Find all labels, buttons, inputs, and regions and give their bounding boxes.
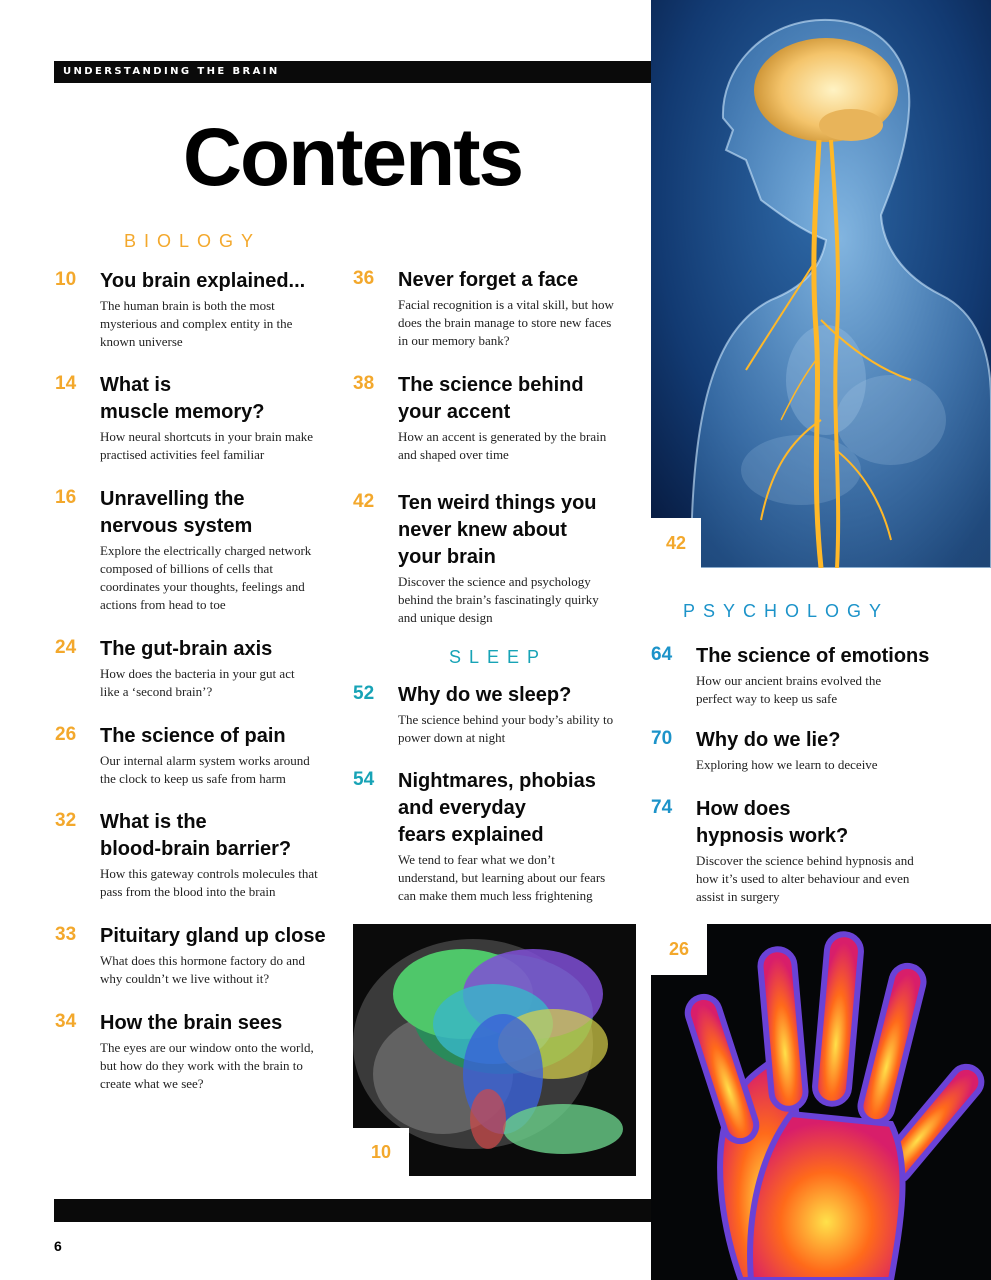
page-number-footer: 6	[54, 1238, 62, 1254]
entry-title: The science behind your accent	[398, 374, 584, 423]
entry-description: Explore the electrically charged network composed of billions of cells that coordinates your thoughts, feelings and actions from head to toe	[100, 543, 312, 612]
brain-fibres-image	[353, 924, 636, 1176]
category-sleep: SLEEP	[449, 647, 548, 667]
contents-entry[interactable]	[55, 809, 350, 901]
section-header-bar	[54, 61, 651, 83]
page-number: 14	[55, 373, 77, 394]
contents-entry[interactable]	[353, 372, 648, 464]
entry-title: What is the blood-brain barrier?	[100, 811, 292, 860]
entry-title: Nightmares, phobias and everyday fears explained	[398, 770, 596, 846]
entry-description: The science behind your body’s ability to power down at night	[398, 712, 614, 745]
contents-entry[interactable]	[55, 486, 350, 614]
contents-entry[interactable]	[55, 268, 350, 351]
image-page-tag: 26	[651, 924, 707, 975]
contents-entry[interactable]	[353, 267, 648, 350]
entry-title: Never forget a face	[398, 269, 579, 291]
contents-entry[interactable]	[651, 727, 951, 774]
entry-description: How an accent is generated by the brain and shaped over time	[398, 429, 607, 462]
page-number: 42	[353, 491, 375, 512]
contents-entry[interactable]	[651, 643, 951, 708]
page-number: 10	[55, 269, 77, 290]
entry-title: Unravelling the nervous system	[100, 488, 253, 537]
entry-title: How does hypnosis work?	[696, 798, 849, 847]
contents-entry[interactable]	[55, 636, 350, 701]
page-title: Contents	[182, 112, 523, 203]
page-number: 70	[651, 728, 673, 749]
entry-description: We tend to fear what we don’t understand, but learning about our fears can make them much less frightening	[398, 852, 606, 903]
contents-entry[interactable]	[55, 723, 350, 788]
page-number: 34	[55, 1011, 77, 1032]
nervous-system-image	[651, 0, 991, 568]
contents-entry[interactable]	[55, 923, 350, 988]
entry-description: How this gateway controls molecules that pass from the blood into the brain	[100, 866, 318, 899]
footer-bar	[54, 1199, 651, 1222]
contents-entry[interactable]	[353, 768, 648, 905]
category-psychology: PSYCHOLOGY	[683, 601, 890, 621]
entry-description: Exploring how we learn to deceive	[696, 757, 878, 772]
category-biology: BIOLOGY	[124, 231, 262, 251]
hand-xray-image	[651, 924, 991, 1280]
contents-entry[interactable]	[353, 490, 648, 627]
entry-description: How does the bacteria in your gut act like a ‘second brain’?	[100, 666, 295, 699]
page-number: 38	[353, 373, 375, 394]
image-page-tag: 10	[353, 1128, 409, 1176]
page-number: 16	[55, 487, 77, 508]
entry-title: Why do we lie?	[696, 729, 841, 751]
contents-entry[interactable]	[353, 682, 648, 747]
entry-description: Discover the science and psychology behind the brain’s fascinatingly quirky and unique design	[398, 574, 599, 625]
entry-description: Our internal alarm system works around the clock to keep us safe from harm	[100, 753, 310, 786]
entry-description: What does this hormone factory do and why couldn’t we live without it?	[100, 953, 306, 986]
entry-title: Ten weird things you never knew about your brain	[398, 492, 597, 568]
entry-description: How neural shortcuts in your brain make practised activities feel familiar	[100, 429, 314, 462]
entry-description: The human brain is both the most mysterious and complex entity in the known universe	[100, 298, 293, 349]
entry-title: The science of emotions	[696, 645, 930, 667]
entry-title: You brain explained...	[100, 270, 306, 292]
page-number: 24	[55, 637, 77, 658]
page-number: 52	[353, 683, 375, 704]
section-label: UNDERSTANDING THE BRAIN	[63, 66, 280, 77]
entry-title: Pituitary gland up close	[100, 925, 326, 947]
entry-description: Facial recognition is a vital skill, but how does the brain manage to store new faces in our memory bank?	[398, 297, 614, 348]
page-number: 36	[353, 268, 375, 289]
entry-title: How the brain sees	[100, 1012, 283, 1034]
page-number: 64	[651, 644, 673, 665]
entry-title: The gut-brain axis	[100, 638, 273, 660]
image-page-tag: 42	[651, 518, 701, 568]
contents-entry[interactable]	[651, 796, 951, 906]
contents-entry[interactable]	[55, 1010, 350, 1093]
contents-entry[interactable]	[55, 372, 350, 464]
entry-title: Why do we sleep?	[398, 684, 572, 706]
page-number: 26	[55, 724, 77, 745]
entry-description: Discover the science behind hypnosis and how it’s used to alter behaviour and even assist in surgery	[696, 853, 914, 904]
page-number: 32	[55, 810, 77, 831]
page-number: 74	[651, 797, 673, 818]
page-number: 54	[353, 769, 375, 790]
entry-title: What is muscle memory?	[100, 374, 265, 423]
page-number: 33	[55, 924, 77, 945]
entry-description: How our ancient brains evolved the perfect way to keep us safe	[696, 673, 882, 706]
entry-description: The eyes are our window onto the world, but how do they work with the brain to create what we see?	[100, 1040, 314, 1091]
entry-title: The science of pain	[100, 725, 286, 747]
